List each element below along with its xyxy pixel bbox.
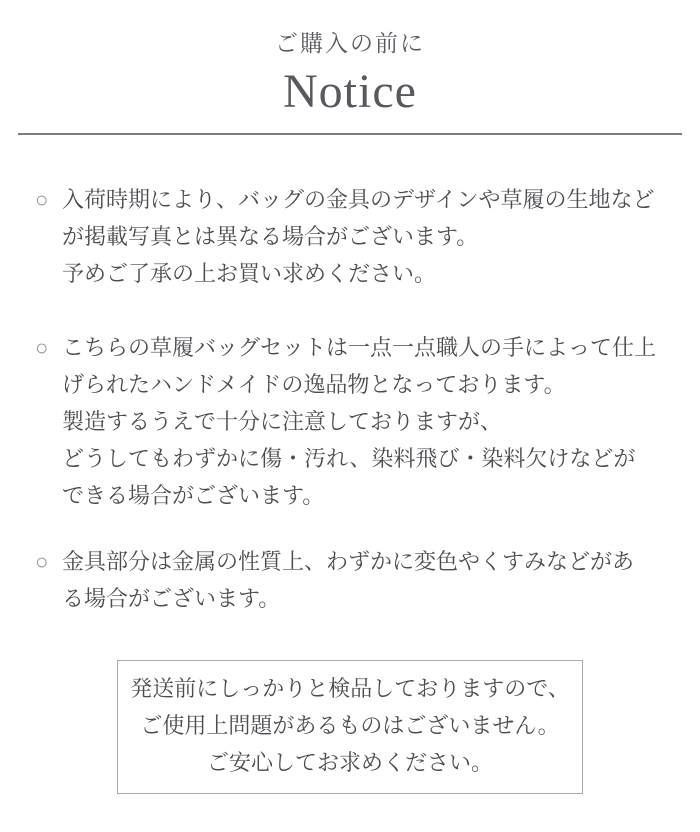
circle-bullet-icon: ○ (35, 549, 49, 574)
notice-item (35, 329, 672, 514)
notice-line: 製造するうえで十分に注意しておりますが、 (62, 409, 503, 434)
assurance-box (117, 660, 583, 794)
notice-item (35, 181, 672, 292)
page-title: Notice (283, 65, 417, 118)
notice-list (0, 135, 700, 617)
circle-bullet-icon: ○ (35, 187, 49, 212)
notice-line: 入荷時期により、バッグの金具のデザインや草履の生地など (62, 187, 655, 212)
notice-item (35, 543, 672, 617)
notice-line: が掲載写真とは異なる場合がございます。 (62, 224, 479, 249)
notice-line: できる場合がございます。 (62, 483, 325, 508)
page-subtitle: ご購入の前に (275, 31, 425, 56)
notice-line: 予めご了承の上お買い求めください。 (62, 261, 437, 286)
assurance-line: ご使用上問題があるものはございません。 (140, 713, 560, 738)
assurance-line: ご安心してお求めください。 (206, 750, 493, 775)
notice-line: る場合がございます。 (62, 586, 281, 611)
notice-line: げられたハンドメイドの逸品物となっております。 (62, 372, 566, 397)
notice-line: どうしてもわずかに傷・汚れ、染料飛び・染料欠けなどが (62, 446, 636, 471)
notice-line: 金具部分は金属の性質上、わずかに変色やくすみなどがあ (62, 549, 635, 574)
circle-bullet-icon: ○ (35, 335, 49, 360)
page-header (0, 0, 700, 118)
assurance-line: 発送前にしっかりと検品しておりますので、 (130, 676, 570, 701)
notice-line: こちらの草履バッグセットは一点一点職人の手によって仕上 (62, 335, 657, 360)
